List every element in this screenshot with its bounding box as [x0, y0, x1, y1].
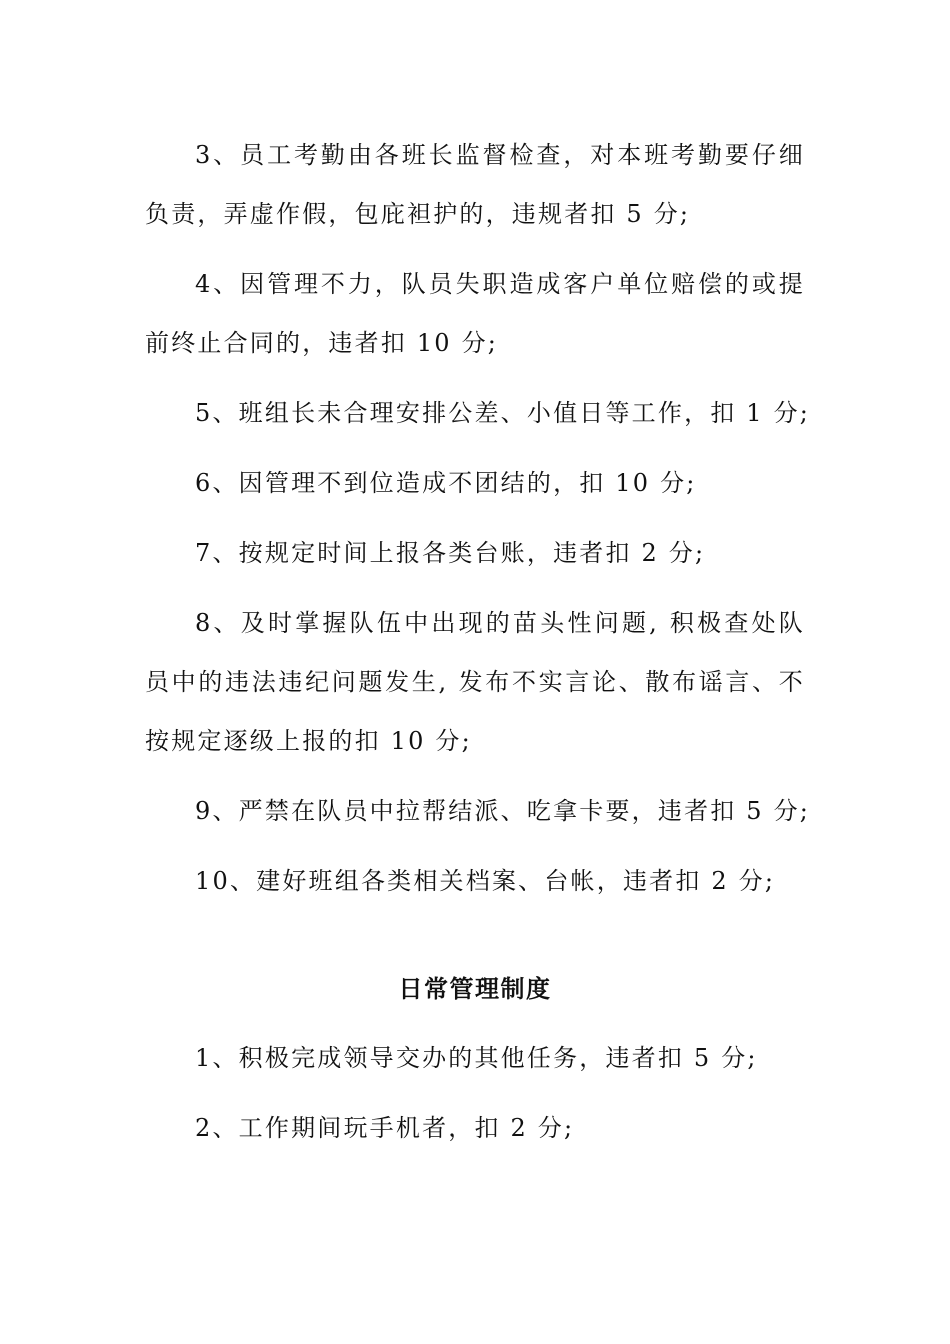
- daily-rule-item-2: 2、工作期间玩手机者，扣 2 分;: [195, 1114, 575, 1142]
- rule-item-6: 6、因管理不到位造成不团结的，扣 10 分;: [195, 469, 697, 497]
- rule-item-8: 8、及时掌握队伍中出现的苗头性问题, 积极查处队员中的违法违纪问题发生, 发布不实言论、散布谣言、不按规定逐级上报的扣 10 分;: [145, 609, 805, 755]
- rule-item-7: 7、按规定时间上报各类台账，违者扣 2 分;: [195, 539, 706, 567]
- section-title: 日常管理制度: [398, 974, 552, 1003]
- rule-item-9: 9、严禁在队员中拉帮结派、吃拿卡要，违者扣 5 分;: [195, 797, 811, 825]
- rule-item-4: 4、因管理不力，队员失职造成客户单位赔偿的或提前终止合同的，违者扣 10 分;: [145, 270, 805, 357]
- rule-item-5: 5、班组长未合理安排公差、小值日等工作，扣 1 分;: [195, 399, 811, 427]
- document-body: [145, 126, 811, 1169]
- rule-item-3: 3、员工考勤由各班长监督检查，对本班考勤要仔细负责，弄虚作假，包庇袒护的，违规者扣 5 分;: [145, 141, 805, 228]
- daily-rule-item-1: 1、积极完成领导交办的其他任务，违者扣 5 分;: [195, 1044, 758, 1072]
- rule-item-10: 10、建好班组各类相关档案、台帐，违者扣 2 分;: [195, 867, 776, 895]
